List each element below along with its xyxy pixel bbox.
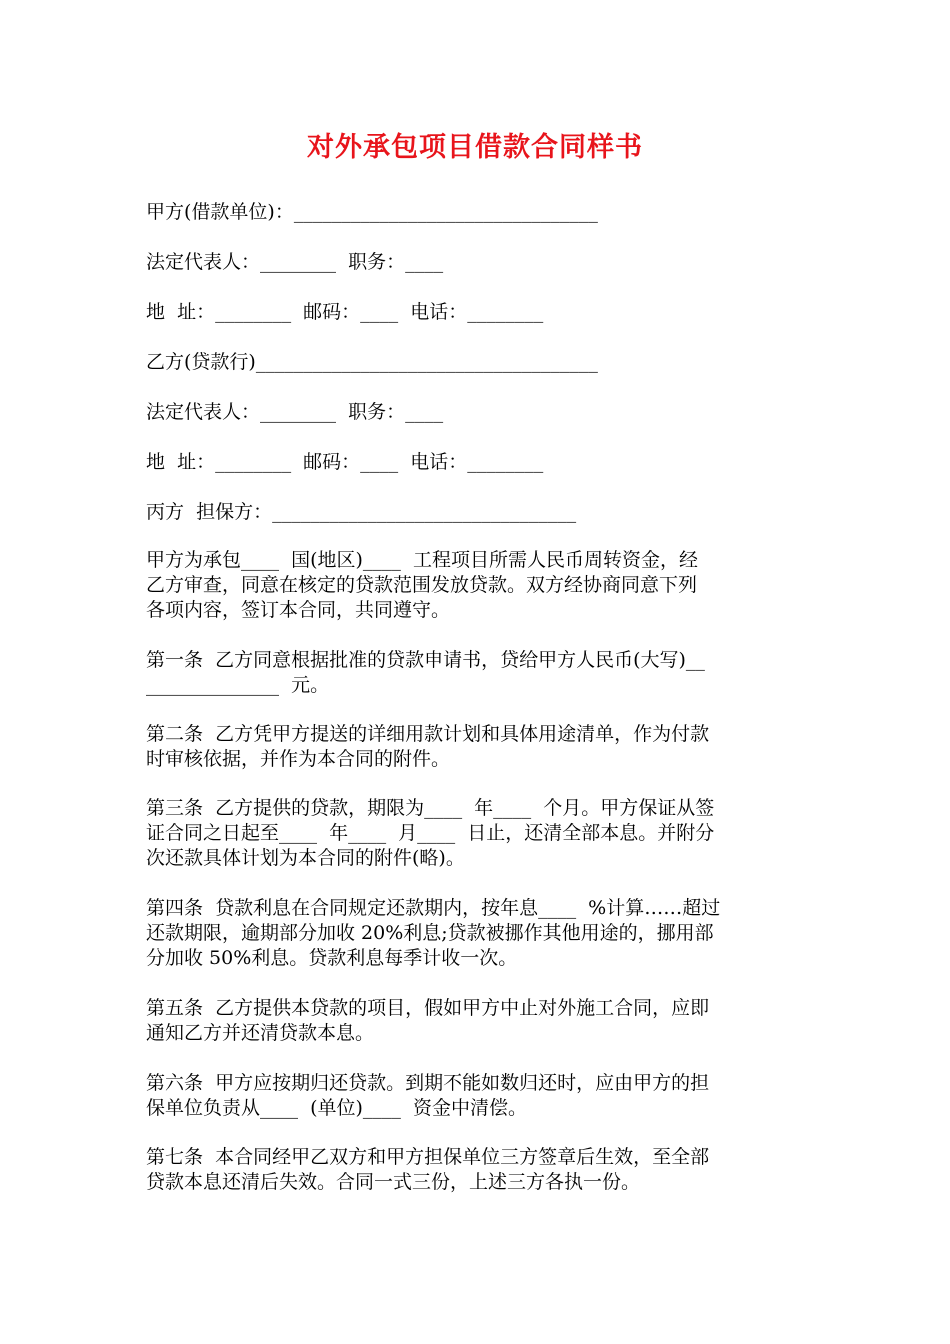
paragraph-line: 乙方审查，同意在核定的贷款范围发放贷款。双方经协商同意下列 xyxy=(146,574,698,596)
paragraph-line: ______________ 元。 xyxy=(146,674,330,696)
paragraph-line: 第七条 本合同经甲乙双方和甲方担保单位三方签章后生效，至全部 xyxy=(146,1146,710,1168)
party-b-representative-line: 法定代表人：________ 职务：____ xyxy=(146,401,444,423)
paragraph-line: 保单位负责从____ (单位)____ 资金中清偿。 xyxy=(146,1097,527,1119)
party-a-representative-line: 法定代表人：________ 职务：____ xyxy=(146,251,444,273)
article-4-paragraph xyxy=(146,896,810,971)
article-7-paragraph xyxy=(146,1145,810,1195)
paragraph-line: 证合同之日起至____ 年____ 月____ 日止，还清全部本息。并附分 xyxy=(146,822,715,844)
article-3-paragraph xyxy=(146,796,810,871)
paragraph-line: 通知乙方并还清贷款本息。 xyxy=(146,1022,375,1044)
paragraph-line: 第五条 乙方提供本贷款的项目，假如甲方中止对外施工合同，应即 xyxy=(146,997,710,1019)
article-2-paragraph xyxy=(146,722,810,772)
paragraph-line: 第二条 乙方凭甲方提送的详细用款计划和具体用途清单，作为付款 xyxy=(146,723,710,745)
paragraph-line: 还款期限，逾期部分加收 20%利息;贷款被挪作其他用途的，挪用部 xyxy=(146,922,714,944)
party-a-line: 甲方(借款单位)：________________________________ xyxy=(146,201,598,223)
party-c-guarantor-line: 丙方 担保方：________________________________ xyxy=(146,501,577,523)
paragraph-line: 第四条 贷款利息在合同规定还款期内，按年息____ %计算……超过 xyxy=(146,897,721,919)
party-b-line: 乙方(贷款行)____________________________________ xyxy=(146,351,598,373)
preamble-paragraph xyxy=(146,548,810,623)
paragraph-line: 次还款具体计划为本合同的附件(略)。 xyxy=(146,847,465,869)
paragraph-line: 第三条 乙方提供的贷款，期限为____ 年____ 个月。甲方保证从签 xyxy=(146,797,715,819)
party-a-address-line: 地 址：________ 邮码：____ 电话：________ xyxy=(146,301,544,323)
party-b-address-line: 地 址：________ 邮码：____ 电话：________ xyxy=(146,451,544,473)
paragraph-line: 贷款本息还清后失效。合同一式三份，上述三方各执一份。 xyxy=(146,1171,641,1193)
paragraph-line: 分加收 50%利息。贷款利息每季计收一次。 xyxy=(146,947,518,969)
paragraph-line: 各项内容，签订本合同，共同遵守。 xyxy=(146,599,451,621)
document-title: 对外承包项目借款合同样书 xyxy=(307,132,643,163)
paragraph-line: 时审核依据，并作为本合同的附件。 xyxy=(146,748,451,770)
paragraph-line: 甲方为承包____ 国(地区)____ 工程项目所需人民币周转资金，经 xyxy=(146,549,698,571)
article-6-paragraph xyxy=(146,1071,810,1121)
paragraph-line: 第一条 乙方同意根据批准的贷款申请书，贷给甲方人民币(大写)__ xyxy=(146,649,705,671)
article-1-paragraph xyxy=(146,648,810,698)
article-5-paragraph xyxy=(146,996,810,1046)
paragraph-line: 第六条 甲方应按期归还贷款。到期不能如数归还时，应由甲方的担 xyxy=(146,1072,710,1094)
